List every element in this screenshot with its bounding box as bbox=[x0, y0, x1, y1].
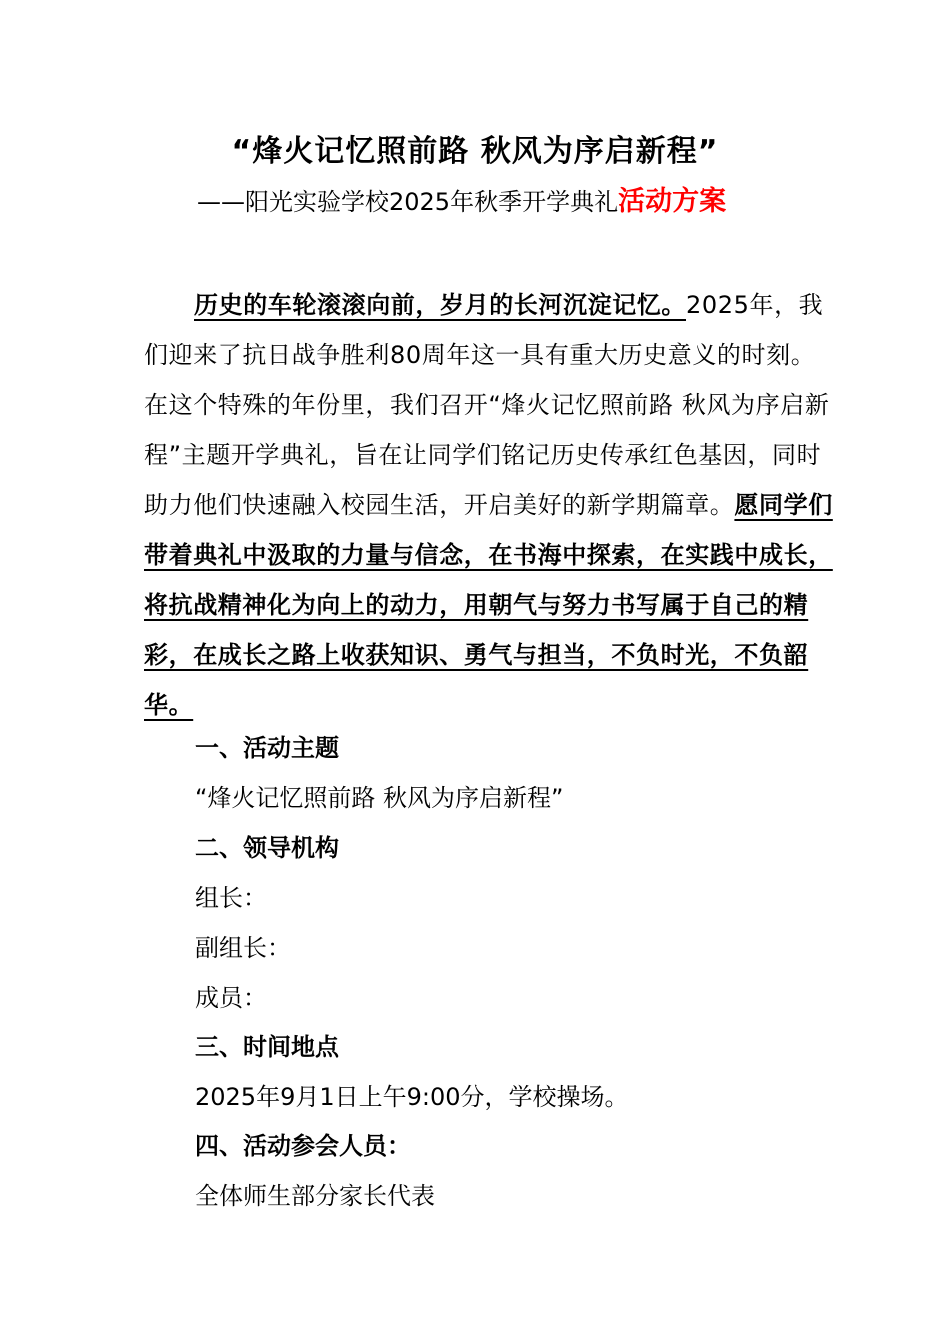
participants-text: 全体师生部分家长代表 bbox=[195, 1182, 435, 1210]
section-4-heading: 四、活动参会人员： bbox=[195, 1132, 411, 1160]
section-1-heading: 一、活动主题 bbox=[195, 734, 339, 762]
subtitle-main: ——阳光实验学校2025年秋季开学典礼 bbox=[197, 188, 619, 216]
document-title: “烽火记忆照前路 秋风为序启新程” bbox=[231, 134, 719, 169]
subtitle-highlight: 活动方案 bbox=[618, 186, 727, 217]
intro-body: 2025年，我们迎来了抗日战争胜利80周年这一具有重大历史意义的时刻。在这个特殊的年份里，我们召开“烽火记忆照前路 秋风为序启新程”主题开学典礼，旨在让同学们铭记历史传承红色基因，同时助力他们快速融入校园生活，开启美好的新学期篇章。 bbox=[144, 291, 830, 519]
activity-theme-text: “烽火记忆照前路 秋风为序启新程” bbox=[195, 784, 564, 812]
intro-bold-opening: 历史的车轮滚滚向前，岁月的长河沉淀记忆。 bbox=[194, 291, 686, 319]
document-subtitle bbox=[197, 182, 726, 222]
members-label: 成员： bbox=[195, 984, 267, 1012]
section-3-heading: 三、时间地点 bbox=[195, 1033, 339, 1061]
section-2-heading: 二、领导机构 bbox=[195, 834, 339, 862]
intro-bold-closing: 愿同学们带着典礼中汲取的力量与信念，在书海中探索，在实践中成长，将抗战精神化为向上的动力，用朝气与努力书写属于自己的精彩，在成长之路上收获知识、勇气与担当，不负时光，不负韶华。 bbox=[144, 491, 833, 719]
time-place-text: 2025年9月1日上午9:00分，学校操场。 bbox=[195, 1083, 629, 1111]
deputy-leader-label: 副组长： bbox=[195, 934, 291, 962]
group-leader-label: 组长： bbox=[195, 884, 267, 912]
intro-paragraph bbox=[144, 280, 834, 730]
